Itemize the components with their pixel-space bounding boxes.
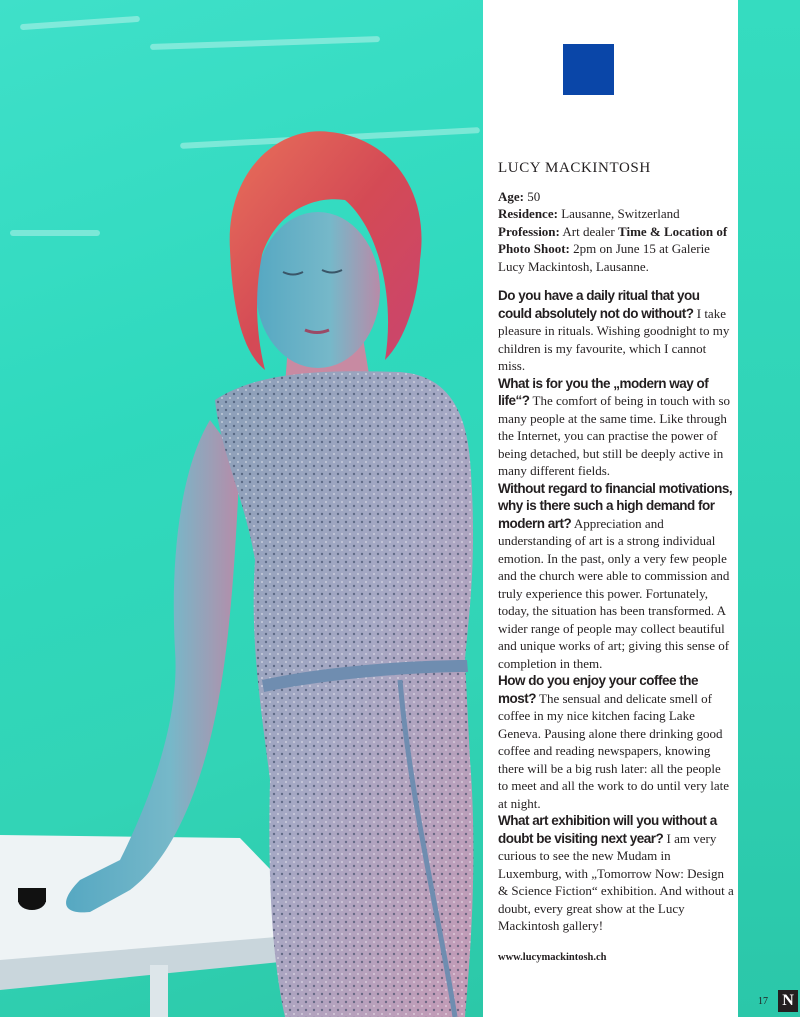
age-value: 50 — [527, 188, 541, 204]
question: Without regard to financial motivations, why is there such a high demand for modern art? — [498, 480, 733, 531]
answer: The comfort of being in touch with so many people at the same time. Like through the Internet, you can practise the power of being detached, but still be deeply active in many different fields. — [498, 393, 731, 478]
qa-item — [498, 375, 734, 480]
age-line — [498, 188, 734, 206]
residence-label: Residence: — [498, 206, 558, 221]
website-link[interactable]: www.lucymackintosh.ch — [498, 951, 607, 963]
photo-edge-strip — [738, 0, 800, 1017]
profession-line — [498, 223, 734, 276]
question: Do you have a daily ritual that you could absolutely not do without? — [498, 288, 700, 321]
article-text — [498, 160, 734, 966]
profession-label: Profession: — [498, 223, 560, 239]
qa-item — [498, 480, 734, 673]
nespresso-logo: N — [778, 990, 798, 1012]
profile-facts — [498, 188, 734, 276]
qa-item — [498, 812, 734, 935]
interview-qa — [498, 287, 734, 935]
question: What is for you the „modern way of life“? — [498, 375, 709, 408]
blue-square-accent — [563, 44, 614, 95]
shoot-label: Time & Location of Photo Shoot: — [498, 223, 728, 256]
interviewee-name: LUCY MACKINTOSH — [498, 160, 651, 176]
residence-line — [498, 205, 734, 223]
answer: The sensual and delicate smell of coffee in my nice kitchen facing Lake Geneva. Pausing alone there drinking good coffee and reading newspapers, knowing there will be a big rush later: all the people to meet and all the work to do until very late at night. — [498, 690, 730, 811]
question: How do you enjoy your coffee the most? — [498, 673, 699, 706]
qa-item — [498, 287, 734, 375]
residence-value: Lausanne, Switzerland — [561, 206, 680, 221]
shoot-value: 2pm on June 15 at Galerie Lucy Mackintosh, Lausanne. — [498, 241, 710, 274]
qa-item — [498, 672, 734, 812]
age-label: Age: — [498, 188, 524, 204]
answer: I am very curious to see the new Mudam in Luxemburg, with „Tomorrow Now: Design & Science Fiction“ exhibition. And without a doubt, every great show at the Lucy Mackintosh gallery! — [498, 830, 734, 933]
answer: I take pleasure in rituals. Wishing goodnight to my children is my favourite, which I cannot miss. — [498, 305, 730, 373]
profession-value: Art dealer — [562, 223, 615, 239]
page-number: 17 — [758, 996, 768, 1007]
answer: Appreciation and understanding of art is a strong individual emotion. In the past, only a very few people and the church were able to commission and truly experience this power. Fortunately, today, the situation has been transformed. A wider range of people may collect beautiful and unique works of art; giving this sense of completion in them. — [498, 515, 730, 671]
question: What art exhibition will you without a doubt be visiting next year? — [498, 813, 717, 846]
